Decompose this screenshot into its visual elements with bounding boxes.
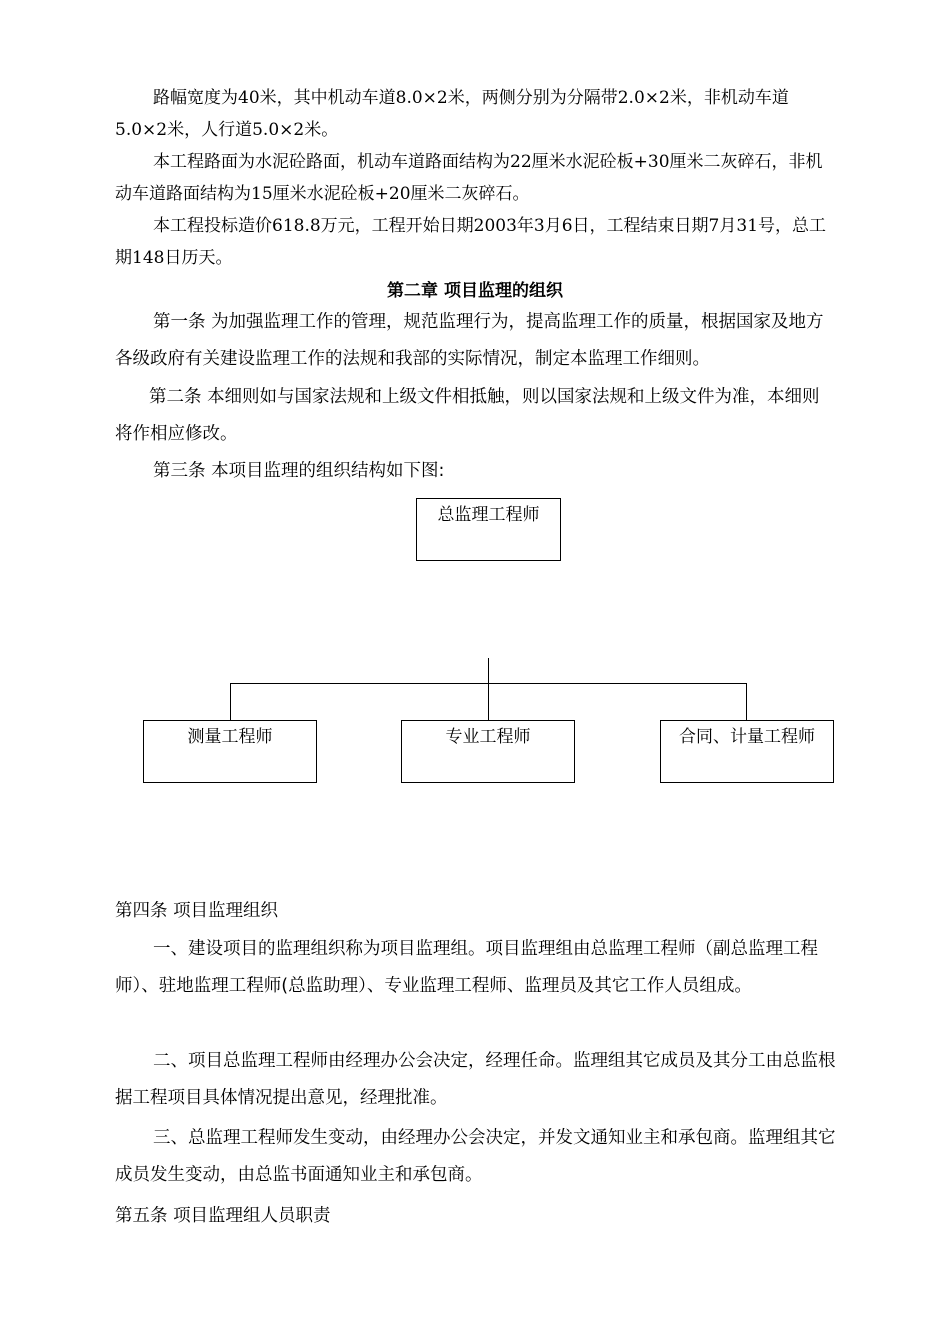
- chapter-title: 第二章 项目监理的组织: [387, 281, 563, 301]
- org-connector-right: [746, 683, 747, 721]
- article-5-heading: 第五条 项目监理组人员职责: [115, 1206, 331, 1226]
- article-4-item-1: 一、建设项目的监理组织称为项目监理组。项目监理组由总监理工程师（副总监理工程师）、驻地监理工程师(总监助理）、专业监理工程师、监理员及其它工作人员组成。: [115, 939, 818, 996]
- paragraph-road-width: 路幅宽度为40米，其中机动车道8.0×2米，两侧分别为分隔带2.0×2米，非机动车道5.0×2米，人行道5.0×2米。: [115, 88, 789, 140]
- org-connector-vertical-top: [488, 658, 489, 684]
- paragraph-pavement-structure: 本工程路面为水泥砼路面，机动车道路面结构为22厘米水泥砼板+30厘米二灰碎石，非机动车道路面结构为15厘米水泥砼板+20厘米二灰碎石。: [115, 152, 823, 204]
- org-box-specialist-engineer: 专业工程师: [401, 720, 575, 783]
- paragraph-bid-cost: 本工程投标造价618.8万元，工程开始日期2003年3月6日，工程结束日期7月31号，总工期148日历天。: [115, 216, 827, 268]
- org-box-contract-engineer: 合同、计量工程师: [660, 720, 834, 783]
- article-1: 第一条 为加强监理工作的管理，规范监理行为，提高监理工作的质量，根据国家及地方各级政府有关建设监理工作的法规和我部的实际情况，制定本监理工作细则。: [115, 312, 824, 369]
- org-box-chief-engineer: 总监理工程师: [416, 498, 561, 561]
- org-box-survey-engineer: 测量工程师: [143, 720, 317, 783]
- article-4-item-3: 三、总监理工程师发生变动，由经理办公会决定，并发文通知业主和承包商。监理组其它成员发生变动，由总监书面通知业主和承包商。: [115, 1128, 836, 1185]
- article-4-heading: 第四条 项目监理组织: [115, 901, 279, 921]
- org-connector-middle: [488, 683, 489, 721]
- article-3: 第三条 本项目监理的组织结构如下图:: [153, 461, 445, 481]
- article-2: 第二条 本细则如与国家法规和上级文件相抵触，则以国家法规和上级文件为准，本细则将作相应修改。: [115, 387, 820, 444]
- org-connector-left: [230, 683, 231, 721]
- article-4-item-2: 二、项目总监理工程师由经理办公会决定，经理任命。监理组其它成员及其分工由总监根据工程项目具体情况提出意见，经理批准。: [115, 1051, 836, 1108]
